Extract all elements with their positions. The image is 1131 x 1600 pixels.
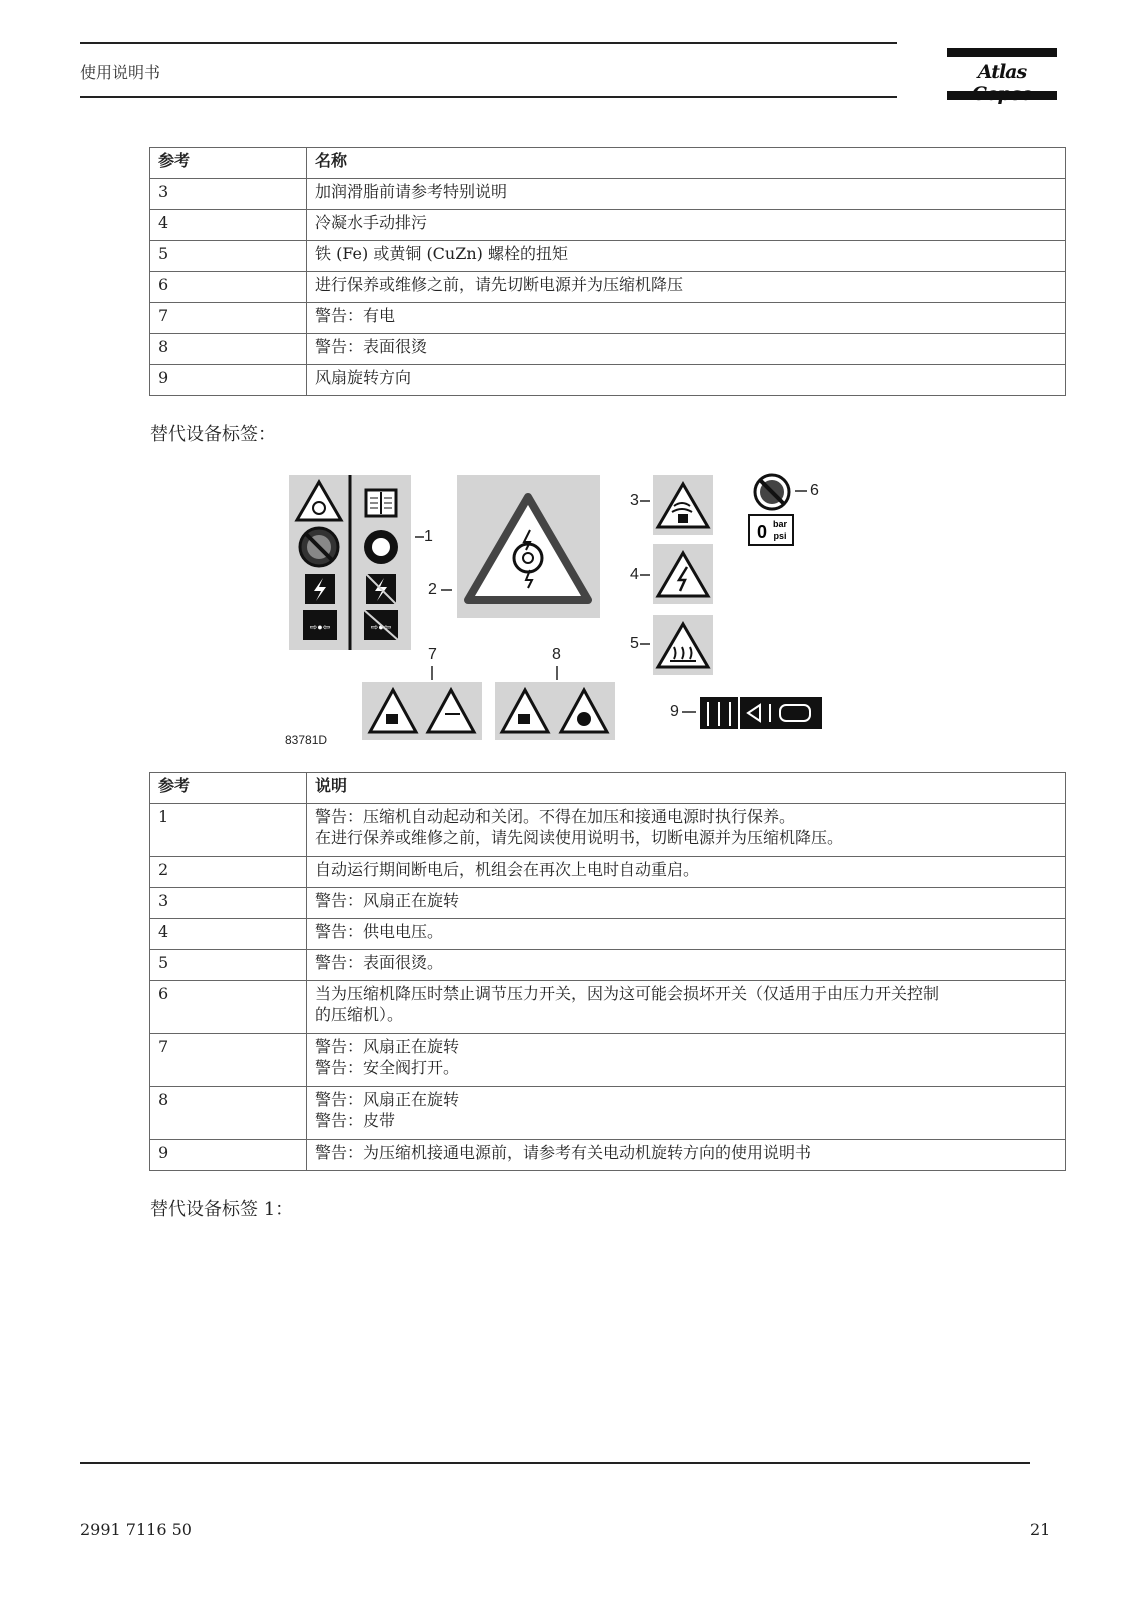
callout-7: 7 — [428, 646, 437, 663]
callout-4: 4 — [630, 566, 639, 583]
row-ref: 9 — [150, 365, 307, 396]
table-row — [150, 857, 1066, 888]
table-row — [150, 334, 1066, 365]
row-name: 进行保养或维修之前，请先切断电源并为压缩机降压 — [307, 272, 1066, 303]
callout-8: 8 — [552, 646, 561, 663]
table-row — [150, 303, 1066, 334]
row-ref: 5 — [150, 241, 307, 272]
table-row — [150, 1034, 1066, 1087]
row-desc: 警告：风扇正在旋转 — [307, 888, 1066, 919]
row-desc: 警告：为压缩机接通电源前，请参考有关电动机旋转方向的使用说明书 — [307, 1140, 1066, 1171]
brand-text: Atlas — [977, 61, 1027, 83]
row-ref: 4 — [150, 210, 307, 241]
table-row — [150, 272, 1066, 303]
table1-header-name: 名称 — [307, 148, 1066, 179]
page-number: 21 — [1030, 1520, 1051, 1539]
table-row — [150, 981, 1066, 1034]
row-desc: 警告：供电电压。 — [307, 919, 1066, 950]
row-ref: 3 — [150, 179, 307, 210]
row-desc: 当为压缩机降压时禁止调节压力开关，因为这可能会损坏开关（仅适用于由压力开关控制 的压缩机）。 — [307, 981, 1066, 1034]
figure-code: 83781D — [285, 733, 328, 747]
section-title-alt-labels-1: 替代设备标签 1： — [150, 1199, 294, 1220]
table-row — [150, 1140, 1066, 1171]
pressure-unit-bottom: psi — [773, 531, 787, 541]
row-ref: 7 — [150, 303, 307, 334]
row-ref: 1 — [150, 804, 307, 857]
callout-2: 2 — [428, 581, 437, 598]
row-name: 冷凝水手动排污 — [307, 210, 1066, 241]
section-title-alt-labels: 替代设备标签： — [150, 424, 276, 445]
row-desc: 警告：压缩机自动起动和关闭。不得在加压和接通电源时执行保养。 在进行保养或维修之前，请先阅读使用说明书，切断电源并为压缩机降压。 — [307, 804, 1066, 857]
table-row — [150, 919, 1066, 950]
table-row — [150, 179, 1066, 210]
doc-number: 2991 7116 50 — [80, 1520, 192, 1539]
row-name: 警告：表面很烫 — [307, 334, 1066, 365]
reference-table-1 — [149, 147, 1066, 396]
callout-5: 5 — [630, 635, 639, 652]
equipment-labels-figure — [280, 470, 860, 770]
row-name: 铁 (Fe) 或黄铜 (CuZn) 螺栓的扭矩 — [307, 241, 1066, 272]
callout-6: 6 — [810, 482, 819, 499]
table-row — [150, 365, 1066, 396]
table2-header-ref: 参考 — [150, 773, 307, 804]
row-desc: 警告：表面很烫。 — [307, 950, 1066, 981]
header-top-rule — [80, 42, 897, 44]
page-header-title: 使用说明书 — [80, 63, 161, 82]
table-row — [150, 241, 1066, 272]
svg-text:⇨●⇦: ⇨●⇦ — [370, 622, 392, 632]
svg-text:⇨●⇦: ⇨●⇦ — [309, 622, 331, 632]
row-ref: 6 — [150, 981, 307, 1034]
row-ref: 5 — [150, 950, 307, 981]
table1-header-ref: 参考 — [150, 148, 307, 179]
row-desc: 警告：风扇正在旋转 警告：安全阀打开。 — [307, 1034, 1066, 1087]
row-ref: 3 — [150, 888, 307, 919]
row-name: 警告：有电 — [307, 303, 1066, 334]
table-row — [150, 1087, 1066, 1140]
row-ref: 8 — [150, 334, 307, 365]
row-ref: 9 — [150, 1140, 307, 1171]
row-desc: 警告：风扇正在旋转 警告：皮带 — [307, 1087, 1066, 1140]
row-ref: 8 — [150, 1087, 307, 1140]
reference-table-2 — [149, 772, 1066, 1171]
row-ref: 7 — [150, 1034, 307, 1087]
row-name: 风扇旋转方向 — [307, 365, 1066, 396]
row-desc: 自动运行期间断电后，机组会在再次上电时自动重启。 — [307, 857, 1066, 888]
callout-1: 1 — [424, 528, 433, 545]
table-row — [150, 950, 1066, 981]
table-row — [150, 804, 1066, 857]
row-name: 加润滑脂前请参考特别说明 — [307, 179, 1066, 210]
row-ref: 4 — [150, 919, 307, 950]
pressure-zero: 0 — [756, 522, 768, 542]
callout-3: 3 — [630, 492, 639, 509]
row-ref: 2 — [150, 857, 307, 888]
footer-rule — [80, 1462, 1030, 1464]
atlas-copco-logo — [947, 48, 1057, 100]
table-row — [150, 888, 1066, 919]
table2-header-desc: 说明 — [307, 773, 1066, 804]
row-ref: 6 — [150, 272, 307, 303]
callout-9: 9 — [670, 703, 679, 720]
table-row — [150, 210, 1066, 241]
pressure-unit-top: bar — [772, 519, 788, 529]
header-bottom-rule — [80, 96, 897, 98]
